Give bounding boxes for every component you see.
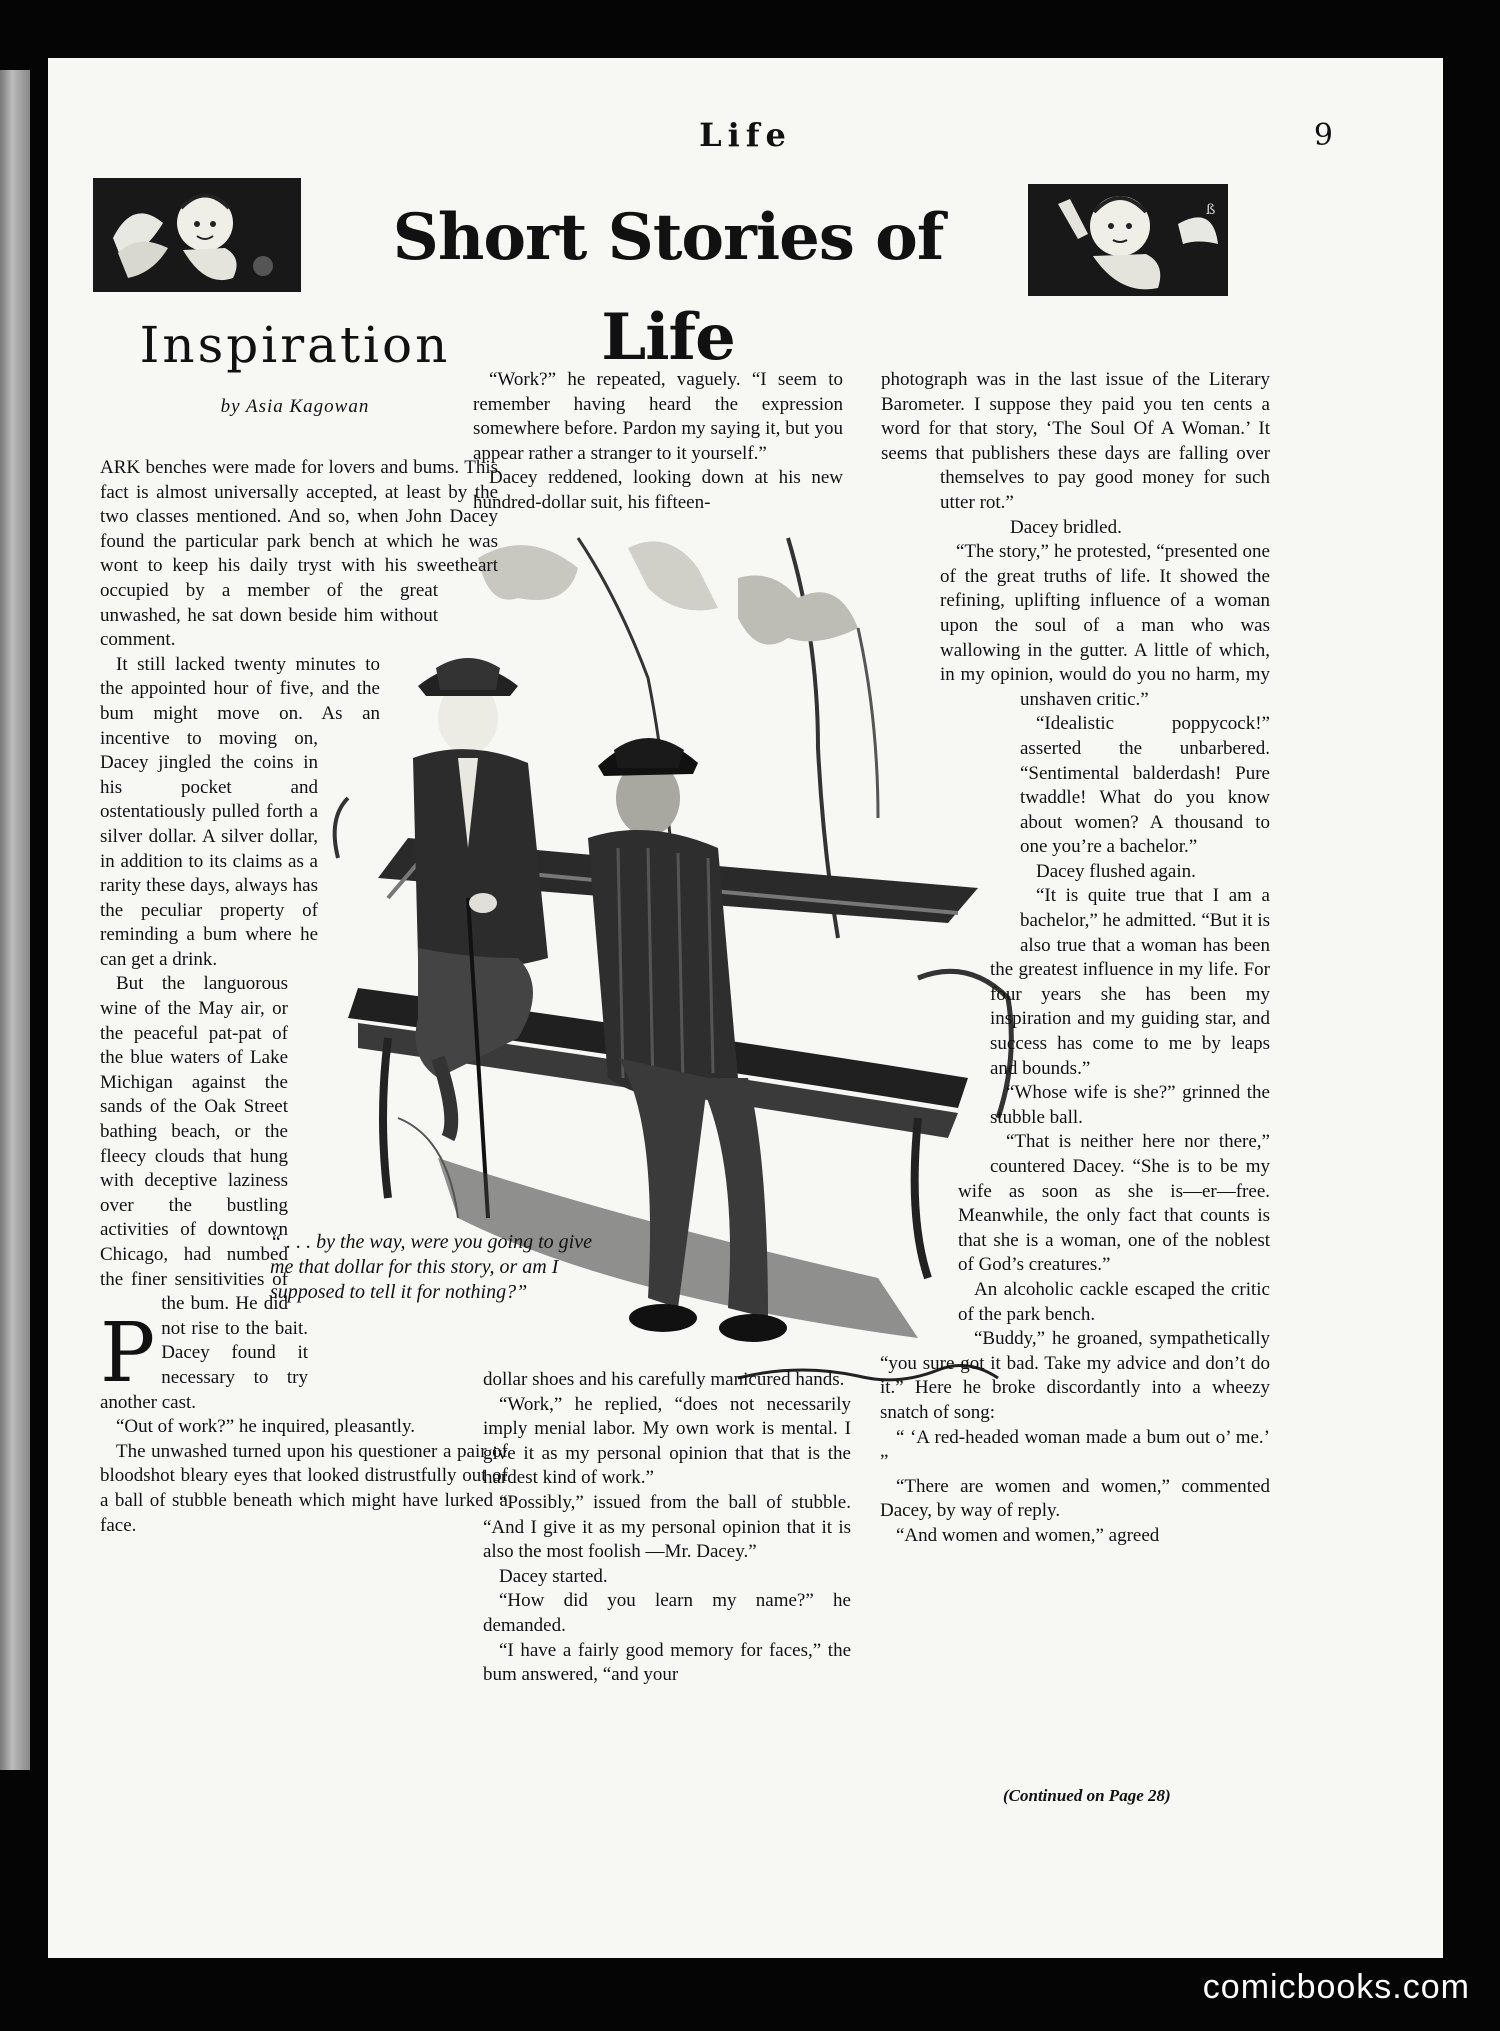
watermark: comicbooks.com	[1202, 1968, 1470, 2006]
story-paragraph: “Whose wife is she?” grinned the stubble ball.	[990, 1082, 1270, 1128]
story-paragraph: dollar shoes and his carefully manicured hands.	[483, 1369, 845, 1390]
story-paragraph: The unwashed turned upon his questioner a pair of bloodshot bleary eyes that looked distrustfully out of a ball of stubble beneath which might have lurked a face.	[100, 1440, 508, 1536]
wrap-spacer	[880, 948, 990, 978]
wrap-spacer	[288, 956, 508, 1316]
story-column-1	[100, 456, 508, 1538]
story-paragraph: Dacey reddened, looking down at his new hundred-dollar suit, his fifteen-	[473, 467, 843, 513]
cherub-left-illustration	[93, 178, 301, 292]
magazine-page	[48, 58, 1443, 1958]
wrap-spacer	[380, 646, 508, 736]
story-title: Inspiration	[139, 316, 451, 374]
story-paragraph: “Buddy,” he groaned, sympathetically “you sure got it bad. Take my advice and don’t do it.” Here he broke discordantly into a wheezy snatch of song:	[880, 1328, 1270, 1423]
story-paragraph: It still lacked twenty minutes to the appointed hour of five, and the bum might move on. As an incentive to moving on, Dacey jingled the coins in his pocket and ostentatiously pulled forth a silver dollar. A silver dollar, in addition to its claims as a rarity these days, always has the peculiar property of reminding a bum where he can get a drink.	[100, 653, 380, 970]
story-paragraph: “That is neither here nor there,” countered Dacey. “She is to be my wife as soon as she is—er—free. Meanwhile, the only fact that counts is that she is a woman, one of the noblest of God’s creatures.”	[958, 1131, 1270, 1276]
story-paragraph: “It is quite true that I am a bachelor,” he admitted. “But it is also true that a woman has been the greatest influence in my life. For four years she has been my inspiration and my guiding star, and success has come to me by leaps and bounds.”	[990, 885, 1270, 1079]
story-paragraph: “Work?” he repeated, vaguely. “I seem to remember having heard the expression somewhere before. Pardon my saying it, but you appear rather a stranger to it yourself.”	[473, 369, 843, 464]
section-title: Short Stories of Life	[392, 200, 944, 375]
story-byline: by Asia Kagowan	[220, 396, 370, 417]
story-paragraph: Dacey flushed again.	[1036, 860, 1196, 882]
story-paragraph: “Out of work?” he inquired, pleasantly.	[116, 1416, 415, 1438]
drop-cap: P	[100, 1306, 156, 1401]
story-column-2-bottom	[483, 1368, 851, 1688]
page-number: 9	[1313, 118, 1333, 153]
story-paragraph: But the languorous wine of the May air, or the peaceful pat-pat of the blue waters of Lake Michigan against the sands of the Oak Street bathing beach, or the fleecy clouds that hung with deceptive laziness over the bustling activities of downtown Chicago, had numbed the finer sensitivities of the bum. He did not rise to the bait. Dacey found it necessary to try another cast.	[100, 973, 308, 1413]
magazine-header: Life	[699, 116, 792, 154]
wrap-spacer	[318, 736, 508, 956]
story-paragraph: “And women and women,” agreed	[896, 1524, 1160, 1546]
story-column-2-top	[473, 368, 843, 516]
illustration-caption: “ . . . by the way, were you going to give me that dollar for this story, or am I supposed to tell it for nothing?”	[270, 1231, 592, 1303]
story-paragraph: “Idealistic poppycock!” asserted the unbarbered. “Sentimental balderdash! Pure twaddle! What do you know about women? A thousand to one you’re a bachelor.”	[1020, 713, 1270, 858]
story-paragraph: Dacey bridled.	[1010, 516, 1122, 538]
story-paragraph: P ARK benches were made for lovers and bums. This fact is almost universally accepted, at least by the two classes mentioned. And so, when John Dacey found the particular park bench at which he was wont to keep his daily tryst with his sweetheart occupied by a member of the great unwashed, he sat down beside him without comment.	[100, 457, 498, 1401]
wrap-spacer	[880, 978, 990, 1178]
story-paragraph: “The story,” he protested, “presented one of the great truths of life. It showed the refining, uplifting influence of a woman upon the soul of a man who was wallowing in the gutter. A little of which, in my opinion, would do you no harm, my unshaven critic.”	[940, 541, 1270, 710]
wrap-spacer	[438, 586, 508, 646]
story-paragraph: photograph was in the last issue of the Literary Barometer. I suppose they paid you ten cents a word for that story, ‘The Soul Of A Woman.’ It seems that publishers these days are falling over themselves to pay good money for such utter rot.”	[881, 369, 1270, 513]
story-paragraph: “Work,” he replied, “does not necessarily imply menial labor. My own work is mental. I give it as my personal opinion that that is the hardest kind of work.”	[483, 1393, 851, 1489]
wrap-spacer	[880, 1178, 958, 1348]
wrap-spacer	[880, 698, 1020, 948]
cherub-right-illustration	[1028, 184, 1228, 296]
story-paragraph: “ ‘A red-headed woman made a bum out o’ me.’ ”	[880, 1426, 1270, 1473]
story-column-3	[880, 368, 1270, 1549]
wrap-spacer	[880, 478, 940, 698]
adjacent-page-edge	[0, 70, 30, 1770]
story-paragraph: “How did you learn my name?” he demanded.	[483, 1590, 851, 1636]
story-paragraph: An alcoholic cackle escaped the critic of the park bench.	[958, 1278, 1270, 1325]
story-paragraph: “There are women and women,” commented Dacey, by way of reply.	[880, 1475, 1270, 1522]
svg-text:ß: ß	[1206, 202, 1216, 218]
wrap-spacer	[308, 1316, 508, 1396]
story-paragraph: “I have a fairly good memory for faces,” the bum answered, “and your	[483, 1639, 851, 1686]
story-paragraph: “Possibly,” issued from the ball of stubble. “And I give it as my personal opinion that it is also the most foolish —Mr. Dacey.”	[483, 1491, 851, 1563]
continued-notice: (Continued on Page 28)	[1003, 1786, 1171, 1805]
story-paragraph: Dacey started.	[499, 1565, 608, 1587]
